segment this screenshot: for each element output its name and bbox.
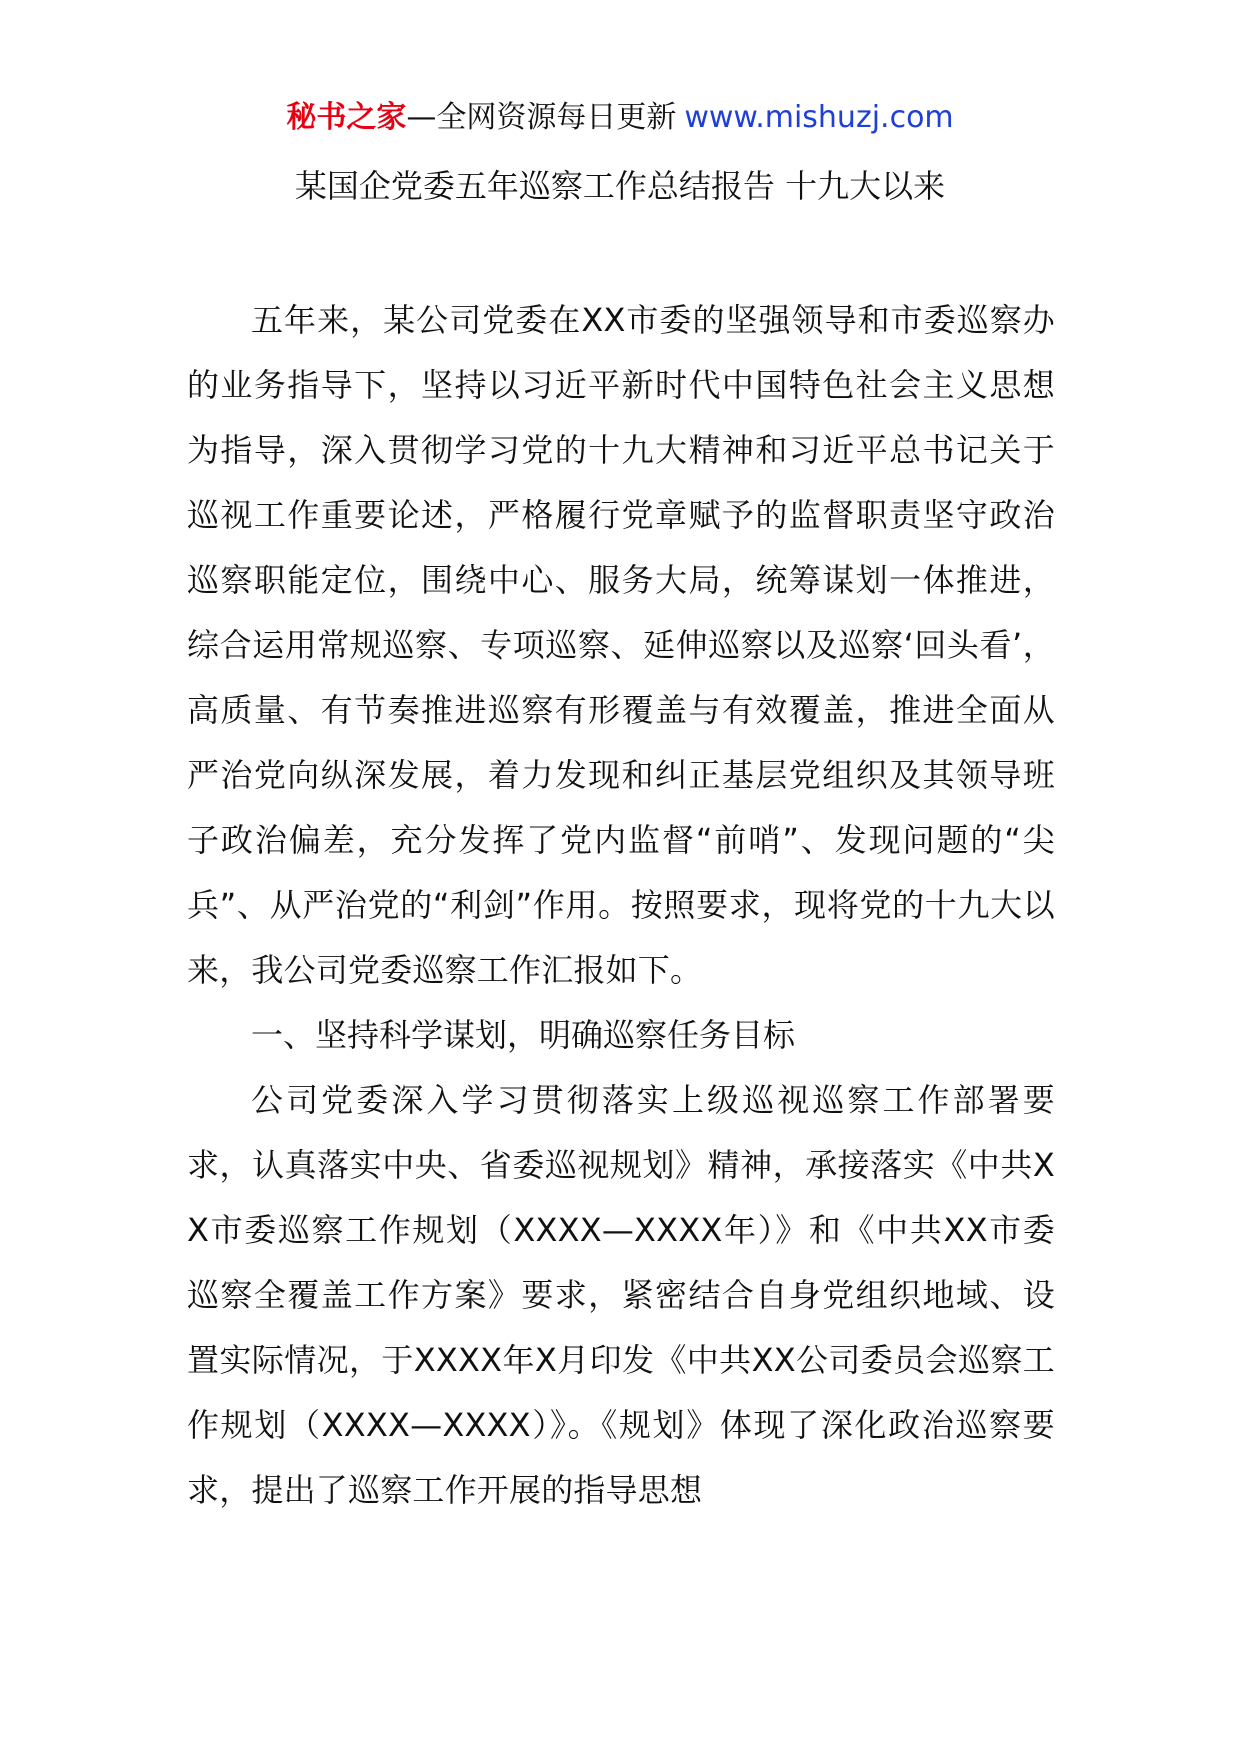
site-url-link[interactable]: www.mishuzj.com [684,100,954,135]
document-title: 某国企党委五年巡察工作总结报告 十九大以来 [294,167,946,205]
section-heading-1: 一、坚持科学谋划，明确巡察任务目标 [251,1016,796,1054]
brand-name: 秘书之家 [286,100,407,135]
document-body [187,288,1055,1523]
site-header [0,98,1240,138]
intro-paragraph: 五年来，某公司党委在XX市委的坚强领导和市委巡察办的业务指导下，坚持以习近平新时代中国特色社会主义思想为指导，深入贯彻学习党的十九大精神和习近平总书记关于巡视工作重要论述，严格履行党章赋予的监督职责坚守政治巡察职能定位，围绕中心、服务大局，统筹谋划一体推进，综合运用常规巡察、专项巡察、延伸巡察以及巡察‘回头看’，高质量、有节奏推进巡察有形覆盖与有效覆盖，推进全面从严治党向纵深发展，着力发现和纠正基层党组织及其领导班子政治偏差，充分发挥了党内监督“前哨”、发现问题的“尖兵”、从严治党的“利剑”作用。按照要求，现将党的十九大以来，我公司党委巡察工作汇报如下。 [187,301,1055,989]
section-1-paragraph: 公司党委深入学习贯彻落实上级巡视巡察工作部署要求，认真落实中央、省委巡视规划》精神，承接落实《中共XX市委巡察工作规划（XXXX—XXXX年）》和《中共XX市委巡察全覆盖工作方案》要求，紧密结合自身党组织地域、设置实际情况，于XXXX年X月印发《中共XX公司委员会巡察工作规划（XXXX—XXXX）》。《规划》体现了深化政治巡察要求，提出了巡察工作开展的指导思想 [187,1081,1055,1509]
brand-tagline: —全网资源每日更新 [406,100,677,135]
